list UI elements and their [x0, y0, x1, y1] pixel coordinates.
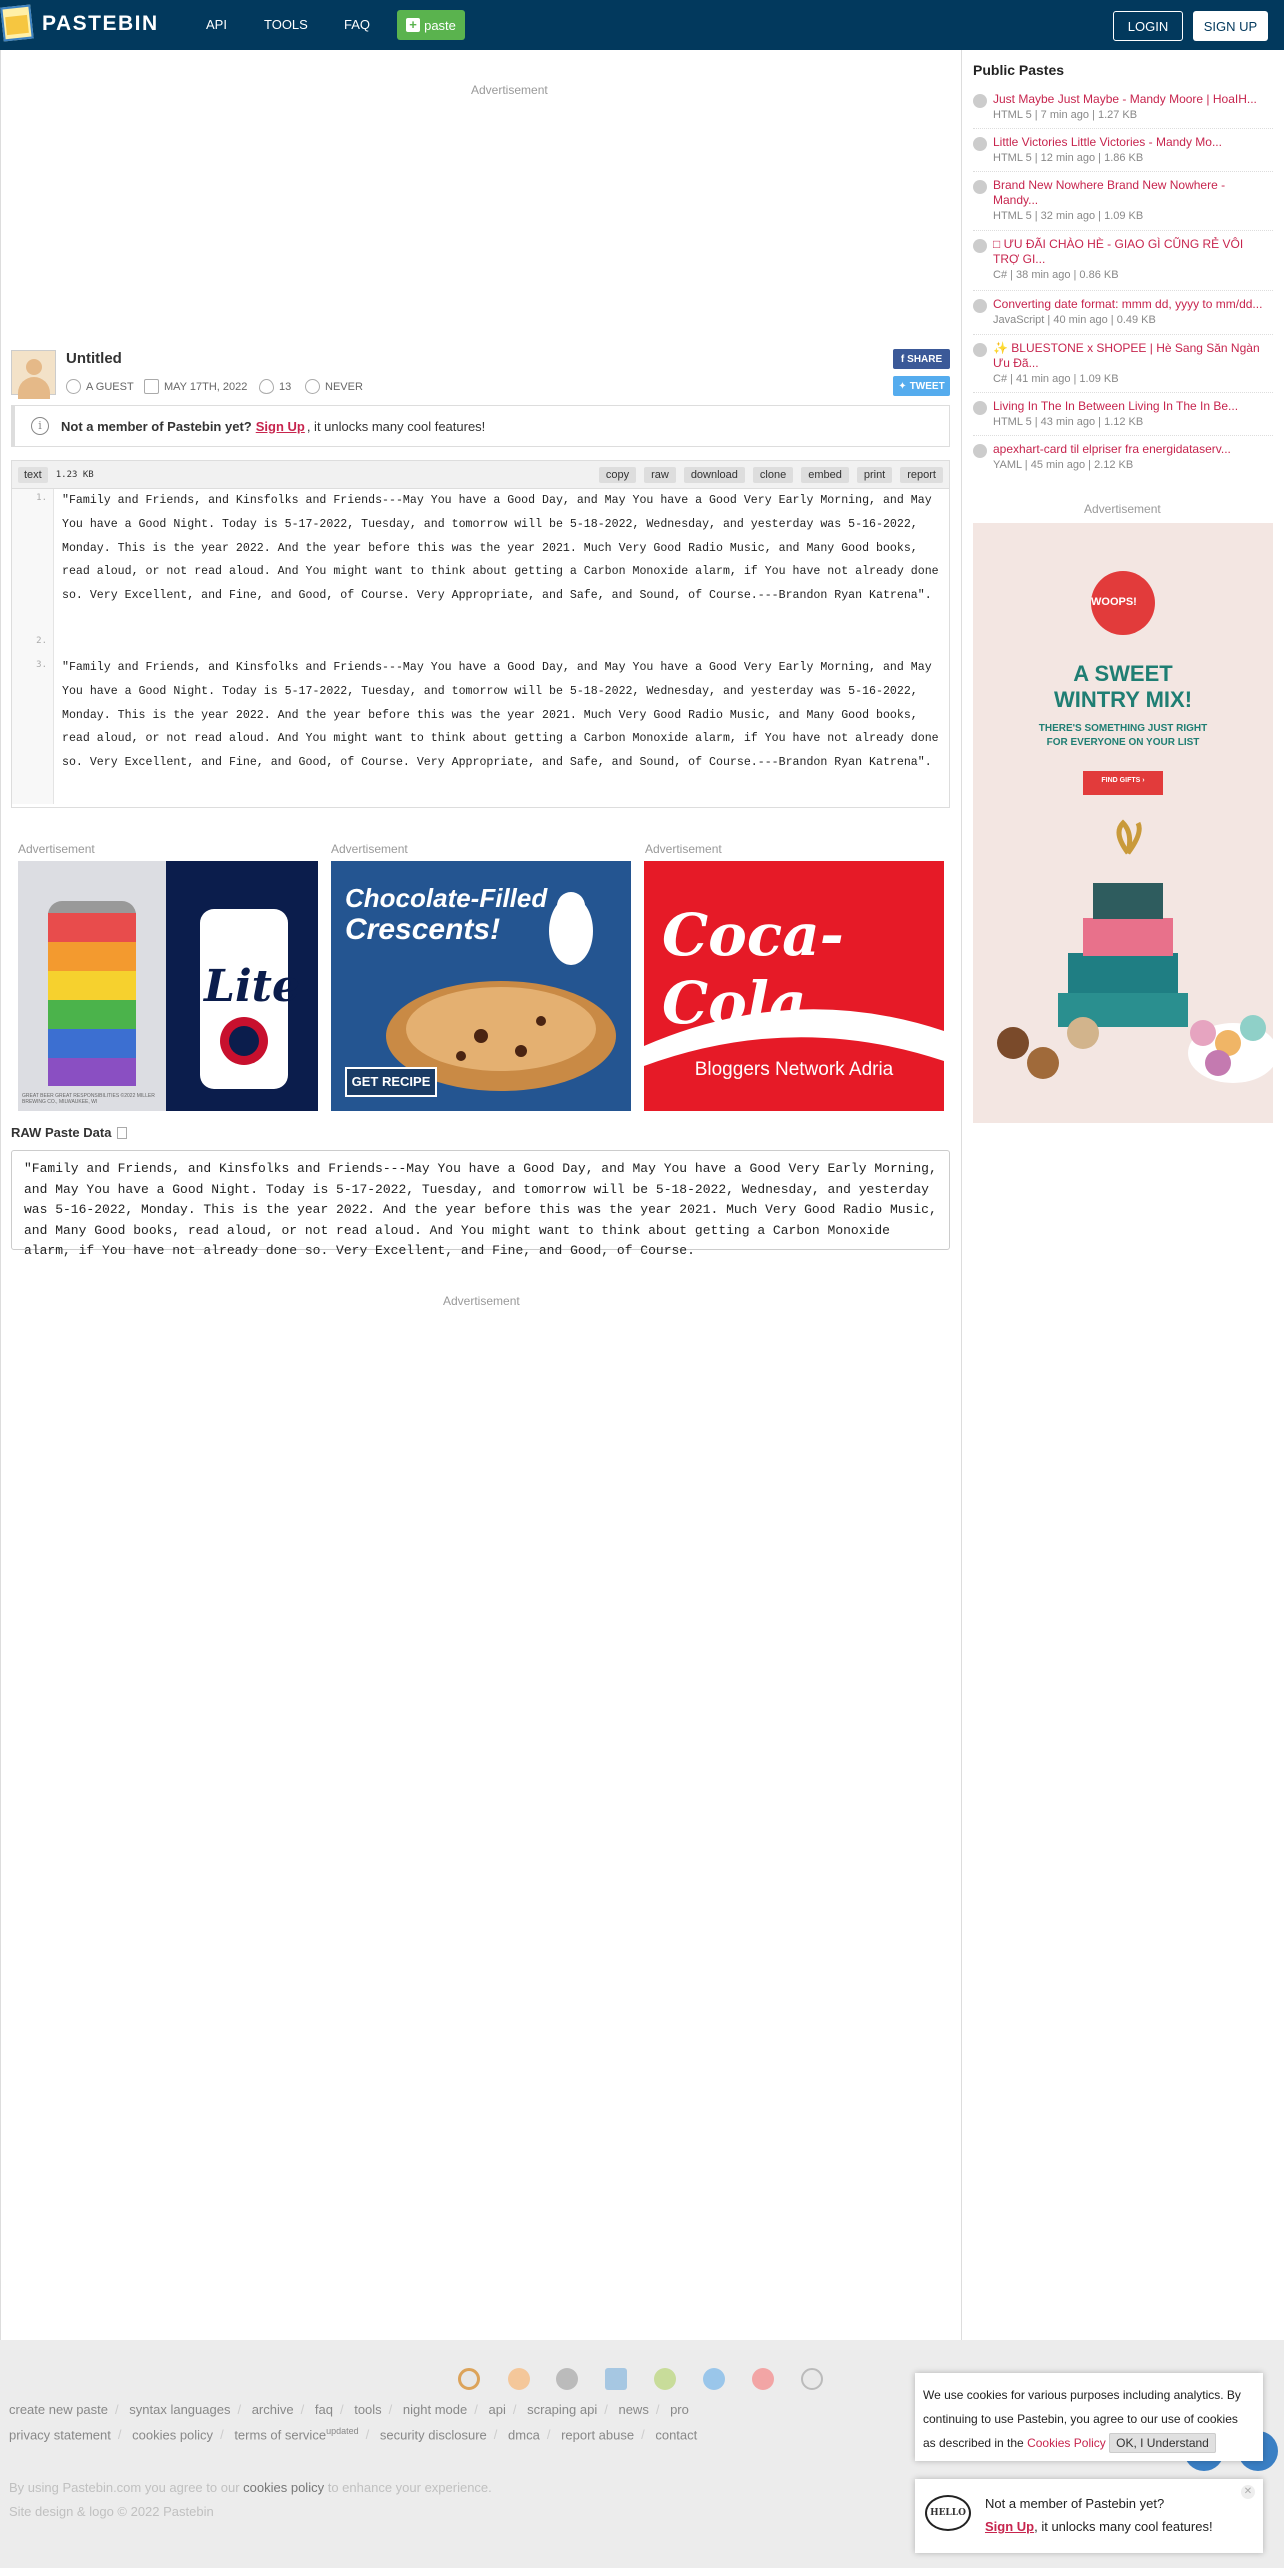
wintry-mix-graphic — [973, 523, 1273, 1123]
chrome-icon[interactable] — [458, 2368, 480, 2390]
get-recipe-button[interactable]: GET RECIPE — [345, 1067, 437, 1097]
footer-link[interactable]: api — [488, 2402, 506, 2417]
opera-icon[interactable] — [752, 2368, 774, 2390]
footer-links-row2: privacy statement / cookies policy / terms of service$^{updated}$ / security disclosure / dmca / report abuse / contact — [9, 2426, 698, 2443]
public-paste-title[interactable]: Living In The In Between Living In The In Be... — [993, 399, 1239, 413]
code-toolbar — [12, 461, 949, 489]
logo-text: PASTEBIN — [42, 12, 159, 35]
raw-title-text: RAW Paste Data — [11, 1125, 112, 1140]
footer-link[interactable]: create new paste — [9, 2402, 109, 2417]
wintry-line1: A SWEET — [1073, 661, 1173, 686]
cookie-text-line: continuing to use Pastebin, you agree to our use of cookies — [923, 2412, 1238, 2426]
copy-icon[interactable] — [117, 1127, 127, 1139]
public-paste-item[interactable] — [973, 341, 1273, 393]
globe-icon — [973, 94, 987, 108]
footer-link[interactable]: terms of service — [234, 2427, 327, 2443]
divider — [973, 230, 1273, 231]
divider — [973, 334, 1273, 335]
wintry-mix-ad[interactable] — [973, 523, 1273, 1123]
code-line: "Family and Friends, and Kinsfolks and Friends---May You have a Good Day, and May You have a Good Very Early Morning, and May You have a Good Night. Today is 5-17-2022, Tuesday, and tomorrow will be 5-18-2022, Wednesday, and yesterday was 5-16-2022, Monday. This is the year 2022. And the year before this was the year 2021. Much Very Good Radio Music, and Many Good books, read aloud, or not read aloud. And You might want to think about getting a Carbon Monoxide alarm, if You have not already done so. Very Excellent, and Fine, and Good, of Course. Very Appropriate, and Safe, and Sound, of Course.---Brandon Ryan Katrena". — [62, 661, 939, 770]
meta-date — [144, 379, 247, 394]
divider — [973, 435, 1273, 436]
firefox-icon[interactable] — [508, 2368, 530, 2390]
line-number: 1. — [36, 493, 47, 503]
paste-date: MAY 17TH, 2022 — [164, 380, 248, 393]
line-gutter — [12, 489, 54, 804]
public-paste-title[interactable]: Little Victories Little Victories - Mandy Mo... — [993, 135, 1222, 149]
expire-value: NEVER — [325, 380, 363, 393]
code-content — [54, 489, 949, 804]
globe-icon — [973, 343, 987, 357]
footer-link[interactable]: tools — [354, 2402, 382, 2417]
syntax-tag[interactable]: text — [18, 467, 48, 483]
mac-icon[interactable] — [703, 2368, 725, 2390]
copy-button[interactable]: copy — [599, 467, 636, 483]
crescents-line2: Crescents! — [345, 913, 501, 946]
cookie-ok-button[interactable]: OK, I Understand — [1109, 2433, 1216, 2453]
wintry-sub2: FOR EVERYONE ON YOUR LIST — [1046, 737, 1200, 748]
footer-link[interactable]: cookies policy — [132, 2427, 214, 2443]
globe-icon — [973, 401, 987, 415]
author-name[interactable]: A GUEST — [86, 380, 134, 393]
code-line: "Family and Friends, and Kinsfolks and Friends---May You have a Good Day, and May You have a Good Very Early Morning, and May You have a Good Night. Today is 5-17-2022, Tuesday, and tomorrow will be 5-18-2022, Wednesday, and yesterday was 5-16-2022, Monday. This is the year 2022. And the year before this was the year 2021. Much Very Good Radio Music, and Many Good books, read aloud, or not read aloud. And You might want to think about getting a Carbon Monoxide alarm, if You have not already done so. Very Excellent, and Fine, and Good, of Course. Very Appropriate, and Safe, and Sound, of Course.---Brandon Ryan Katrena". — [62, 494, 939, 603]
pastebin-logo-icon — [0, 4, 34, 44]
divider — [973, 128, 1273, 129]
windows-icon[interactable] — [605, 2368, 627, 2390]
ad-row-label: Advertisement — [18, 842, 95, 856]
hello-bubble-icon: HELLO — [925, 2495, 971, 2531]
embed-button[interactable]: embed — [801, 467, 849, 483]
public-paste-title[interactable]: apexhart-card til elpriser fra energidataserv... — [993, 442, 1231, 456]
line-number: 2. — [36, 636, 47, 646]
cookies-policy-link[interactable]: cookies policy — [243, 2480, 325, 2495]
bottom-ad-label: Advertisement — [443, 1294, 520, 1308]
cookie-text-line: We use cookies for various purposes including analytics. By — [923, 2388, 1241, 2402]
public-paste-title[interactable]: Converting date format: mmm dd, yyyy to mm/dd... — [993, 297, 1263, 311]
download-button[interactable]: download — [684, 467, 745, 483]
meta-author — [66, 379, 134, 394]
guest-avatar[interactable] — [11, 350, 56, 395]
globe-icon — [973, 137, 987, 151]
crescents-ad[interactable] — [331, 861, 631, 1111]
public-paste-meta: HTML 5 | 7 min ago | 1.27 KB — [993, 109, 1138, 121]
nav-tools[interactable]: TOOLS — [264, 17, 308, 32]
public-paste-title[interactable]: ✨ BLUESTONE x SHOPEE | Hè Sang Săn Ngàn Ưu Đã... — [993, 341, 1260, 370]
public-paste-item[interactable] — [973, 178, 1273, 230]
public-paste-item[interactable] — [973, 399, 1273, 437]
public-paste-title[interactable]: □ ƯU ĐÃI CHÀO HÈ - GIAO GÌ CŨNG RẺ VÔI TRỢ GI... — [993, 237, 1244, 266]
wintry-line2: WINTRY MIX! — [1053, 687, 1193, 712]
paste-size: 1.23 KB — [55, 469, 94, 480]
facebook-icon: f — [900, 353, 905, 365]
new-paste-button[interactable] — [397, 10, 465, 40]
footer-link[interactable]: contact — [655, 2427, 698, 2443]
eye-icon — [259, 379, 274, 394]
footer-link[interactable]: syntax languages — [129, 2402, 231, 2417]
notice-rest: , it unlocks many cool features! — [306, 418, 486, 434]
raw-button[interactable]: raw — [644, 467, 676, 483]
sidebar-ad-label: Advertisement — [1084, 502, 1161, 516]
footer-link[interactable]: faq — [314, 2402, 333, 2417]
twitter-icon: ✦ — [898, 380, 907, 392]
divider — [973, 290, 1273, 291]
notice-bold: Not a member of Pastebin yet? — [61, 418, 252, 434]
public-paste-meta: C# | 41 min ago | 1.09 KB — [993, 373, 1119, 385]
signup-notice — [11, 405, 950, 447]
public-paste-meta: HTML 5 | 32 min ago | 1.09 KB — [993, 210, 1144, 222]
cookie-text-line: as described in the — [923, 2436, 1024, 2450]
raw-paste-textarea[interactable]: "Family and Friends, and Kinsfolks and Friends---May You have a Good Day, and May You have a Good Very Early Morning, and May You have a Good Night. Today is 5-17-2022, Tuesday, and tomorrow will be 5-18-2022, Wednesday, and yesterday was 5-16-2022, Monday. This is the year 2022. And the year before this was the year 2021. Much Very Good Radio Music, and Many Good books, read aloud, or not read aloud. And You might want to think about getting a Carbon Monoxide alarm, if You have not already done so. Very Excellent, and Fine, and Good, of Course. — [11, 1150, 950, 1250]
public-paste-item[interactable] — [973, 442, 1273, 480]
crescents-line1: Chocolate-Filled — [345, 883, 548, 913]
meta-expire — [305, 379, 363, 394]
print-button[interactable]: print — [857, 467, 892, 483]
globe-icon — [973, 180, 987, 194]
signup-button[interactable]: SIGN UP — [1193, 11, 1268, 41]
public-paste-item[interactable] — [973, 237, 1273, 289]
beer-ad[interactable] — [18, 861, 318, 1111]
paste-code-box — [11, 460, 950, 808]
tweet-label: TWEET — [909, 380, 945, 392]
code-line — [62, 632, 941, 656]
popup-message — [985, 2492, 1213, 2538]
login-button[interactable]: LOGIN — [1113, 11, 1183, 41]
public-paste-meta: YAML | 45 min ago | 2.12 KB — [993, 459, 1134, 471]
cocacola-ad[interactable] — [644, 861, 944, 1111]
footer-link[interactable]: report abuse — [561, 2427, 635, 2443]
footer-copyright: Site design & logo © 2022 Pastebin — [9, 2504, 214, 2519]
signup-popup — [915, 2479, 1263, 2553]
ad-row-label: Advertisement — [645, 842, 722, 856]
footer-agree — [9, 2480, 492, 2495]
android-icon[interactable] — [654, 2368, 676, 2390]
find-gifts-button[interactable]: FIND GIFTS › — [1101, 777, 1145, 784]
popup-signup-link[interactable]: Sign Up — [985, 2519, 1035, 2534]
globe-icon — [973, 239, 987, 253]
new-paste-label: paste — [424, 17, 456, 33]
top-header — [0, 0, 1284, 50]
public-paste-meta: HTML 5 | 43 min ago | 1.12 KB — [993, 416, 1144, 428]
notice-signup-link[interactable]: Sign Up — [255, 418, 305, 434]
footer-link[interactable]: night mode — [402, 2402, 468, 2417]
footer-link[interactable]: pro — [670, 2402, 689, 2417]
globe-icon — [973, 299, 987, 313]
calendar-icon — [144, 379, 159, 394]
meta-views — [259, 379, 291, 394]
footer-link[interactable]: security disclosure — [379, 2427, 487, 2443]
logo[interactable] — [0, 4, 159, 44]
cocacola-brand: Coca-Cola — [662, 901, 844, 1037]
public-paste-item[interactable] — [973, 92, 1273, 130]
globe-icon — [973, 444, 987, 458]
popup-rest: , it unlocks many cool features! — [1034, 2519, 1213, 2534]
sidebar — [962, 50, 1284, 2340]
public-paste-meta: C# | 38 min ago | 0.86 KB — [993, 269, 1119, 281]
popup-line1: Not a member of Pastebin yet? — [985, 2496, 1165, 2511]
footer-link[interactable]: privacy statement — [9, 2427, 111, 2443]
ios-icon[interactable] — [556, 2368, 578, 2390]
divider — [973, 392, 1273, 393]
close-icon[interactable]: ✕ — [1241, 2485, 1255, 2499]
code-lines — [12, 489, 949, 804]
nav-api[interactable]: API — [206, 17, 227, 32]
top-ad-label: Advertisement — [471, 83, 548, 97]
linux-icon[interactable] — [801, 2368, 823, 2390]
share-label: SHARE — [907, 353, 943, 365]
public-paste-meta: JavaScript | 40 min ago | 0.49 KB — [993, 314, 1156, 326]
public-paste-meta: HTML 5 | 12 min ago | 1.86 KB — [993, 152, 1144, 164]
paste-tools — [599, 467, 943, 483]
agree-pre: By using Pastebin.com you agree to our — [9, 2480, 240, 2495]
footer-link[interactable]: news — [618, 2402, 649, 2417]
nav-faq[interactable]: FAQ — [344, 17, 371, 32]
facebook-share-button[interactable] — [893, 349, 950, 369]
public-paste-title[interactable]: Just Maybe Just Maybe - Mandy Moore | HoaIH... — [993, 92, 1257, 106]
public-paste-item[interactable] — [973, 297, 1273, 335]
clone-button[interactable]: clone — [753, 467, 793, 483]
footer-link[interactable]: scraping api — [527, 2402, 598, 2417]
raw-paste-title — [11, 1125, 127, 1140]
footer-links-row1: create new paste / syntax languages / archive / faq / tools / night mode / api / scraping api / news / pro — [9, 2402, 689, 2417]
beer-disclaimer: GREAT BEER GREAT RESPONSIBILITIES ©2022 MILLER BREWING CO., MILWAUKEE, WI — [22, 1093, 155, 1105]
timer-icon — [305, 379, 320, 394]
wintry-sub1: THERE'S SOMETHING JUST RIGHT — [1038, 723, 1208, 734]
cocacola-sub: Bloggers Network Adria — [694, 1059, 894, 1080]
public-paste-title[interactable]: Brand New Nowhere Brand New Nowhere - Mandy... — [993, 178, 1226, 207]
cookie-banner — [915, 2373, 1263, 2461]
twitter-tweet-button[interactable] — [893, 376, 950, 396]
report-button[interactable]: report — [900, 467, 943, 483]
cookie-policy-link[interactable]: Cookies Policy — [1027, 2436, 1106, 2450]
woops-badge: WOOPS! — [1091, 596, 1137, 608]
info-icon: i — [31, 417, 49, 435]
paste-title: Untitled — [66, 350, 122, 367]
user-icon — [66, 379, 81, 394]
updated-badge: updated — [326, 2426, 359, 2436]
public-paste-item[interactable] — [973, 135, 1273, 173]
divider — [973, 171, 1273, 172]
plus-icon: + — [406, 18, 420, 32]
ad-row-label: Advertisement — [331, 842, 408, 856]
view-count: 13 — [279, 380, 292, 393]
footer-link[interactable]: archive — [251, 2402, 294, 2417]
public-pastes-title: Public Pastes — [973, 62, 1065, 78]
line-number: 3. — [36, 660, 47, 670]
agree-post: to enhance your experience. — [327, 2480, 492, 2495]
footer-link[interactable]: dmca — [508, 2427, 540, 2443]
lite-brand: Lite — [204, 961, 300, 1012]
